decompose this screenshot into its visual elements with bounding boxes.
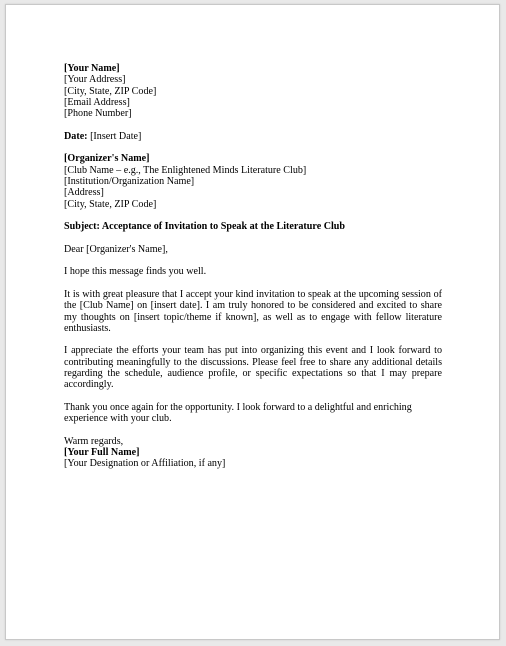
letter-body (64, 63, 442, 470)
sender-phone: [Phone Number] (64, 108, 132, 120)
full-name: [Your Full Name] (64, 447, 140, 459)
closing-block (64, 436, 442, 470)
sender-block (64, 63, 442, 119)
recipient-institution: [Institution/Organization Name] (64, 175, 195, 187)
paragraph-3: I appreciate the efforts your team has put into organizing this event and I look forward to contributing meaningfully to the discussions. Please feel free to share any additional details regarding the schedule, audience profile, or specific expectations so that I may prepare accordingly. (64, 345, 442, 391)
paragraph-2: It is with great pleasure that I accept your kind invitation to speak at the upcoming session of the [Club Name] on [insert date]. I am truly honored to be considered and excited to share my thoughts on [insert topic/theme if known], as well as to engage with fellow literature enthusiasts. (64, 288, 442, 334)
subject-line: Subject: Acceptance of Invitation to Speak at the Literature Club (64, 221, 346, 233)
recipient-block (64, 153, 442, 209)
recipient-city: [City, State, ZIP Code] (64, 198, 157, 210)
sender-city: [City, State, ZIP Code] (64, 85, 157, 97)
paragraph-1: I hope this message finds you well. (64, 266, 207, 278)
sender-name: [Your Name] (64, 63, 120, 74)
paragraph-4: Thank you once again for the opportunity. I look forward to a delightful and enriching experience with your club. (64, 401, 412, 425)
sender-address: [Your Address] (64, 74, 126, 86)
sender-email: [Email Address] (64, 96, 130, 108)
date-line (64, 131, 442, 142)
date-label: Date: (64, 130, 88, 142)
sign-off: Warm regards, (64, 435, 124, 447)
recipient-address: [Address] (64, 187, 104, 199)
designation: [Your Designation or Affiliation, if any] (64, 458, 226, 470)
recipient-club: [Club Name – e.g., The Enlightened Minds Literature Club] (64, 164, 307, 176)
date-value: [Insert Date] (87, 130, 142, 142)
document-page (5, 4, 500, 640)
salutation: Dear [Organizer's Name], (64, 243, 168, 255)
recipient-name: [Organizer's Name] (64, 153, 150, 165)
